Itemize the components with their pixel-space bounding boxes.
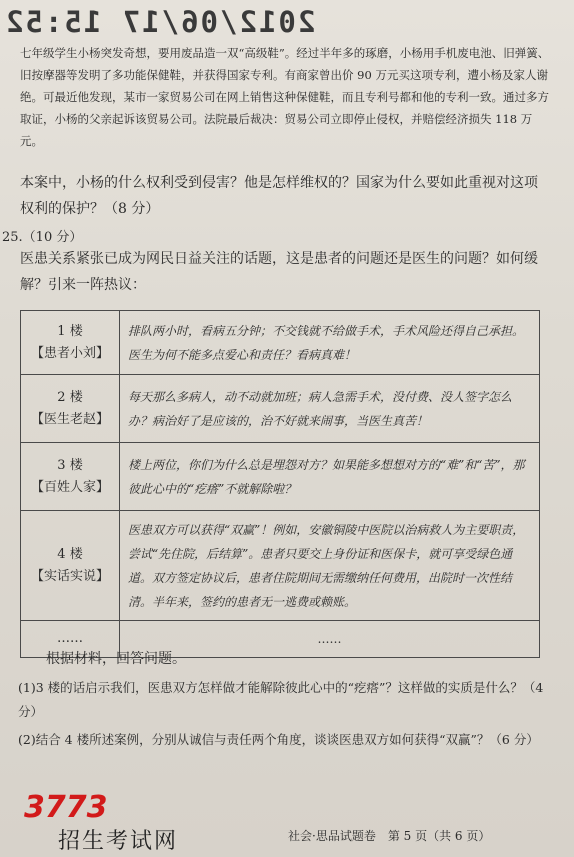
forum-table	[20, 310, 540, 658]
intro-question: 本案中，小杨的什么权利受到侵害？他是怎样维权的？国家为什么要如此重视对这项权利的保护？（8 分）	[20, 175, 538, 217]
forum-message: 排队两小时，看病五分钟；不交钱就不给做手术，手术风险还得自己承担。医生为何不能多点爱心和责任？看病真难！	[120, 311, 540, 375]
forum-row	[21, 443, 540, 511]
forum-more-left: ……	[21, 621, 120, 658]
page-footer: 社会·思品试题卷 第 5 页（共 6 页）	[288, 829, 491, 843]
floor-label: 4 楼	[57, 546, 83, 562]
forum-message: 每天那么多病人，动不动就加班；病人急需手术，没付费、没人签字怎么办？病治好了是应该的，治不好就来闹事，当医生真苦！	[120, 375, 540, 443]
forum-row	[21, 311, 540, 375]
poster-name: 【医生老赵】	[30, 411, 109, 427]
forum-row	[21, 511, 540, 621]
question-25-number: 25.（10 分）	[2, 230, 83, 245]
forum-poster	[21, 511, 120, 621]
logo-text: 招生考试网	[58, 829, 179, 854]
poster-name: 【实话实说】	[30, 568, 109, 584]
instruction-text: 根据材料，回答问题。	[46, 651, 186, 667]
logo-number: 3773	[24, 790, 108, 825]
floor-label: 1 楼	[57, 323, 83, 339]
question-25-intro: 医患关系紧张已成为网民日益关注的话题，这是患者的问题还是医生的问题？如何缓解？引来一阵热议：	[20, 251, 538, 293]
poster-name: 【百姓人家】	[30, 479, 109, 495]
sub-question-1: (1)3 楼的话启示我们，医患双方怎样做才能解除彼此心中的“疙瘩”？这样做的实质是什么？（4 分）	[18, 680, 544, 719]
site-watermark-logo	[18, 790, 218, 854]
forum-row	[21, 375, 540, 443]
sub-question-2: (2)结合 4 楼所述案例，分别从诚信与责任两个角度，谈谈医患双方如何获得“双赢”？（6 分）	[18, 732, 539, 747]
forum-message: 医患双方可以获得“双赢”！例如，安徽铜陵中医院以治病救人为主要职责，尝试“先住院，后结算”。患者只要交上身份证和医保卡，就可享受绿色通道。双方签定协议后，患者住院期间无需缴纳任何费用，出院时一次性结清。半年来，签约的患者无一逃费或赖账。	[120, 511, 540, 621]
timestamp-stamp: 2012/06/17 15:52	[4, 5, 316, 39]
floor-label: 2 楼	[57, 389, 83, 405]
forum-message: 楼上两位，你们为什么总是埋怨对方？如果能多想想对方的“难”和“苦”，那彼此心中的“疙瘩”不就解除啦？	[120, 443, 540, 511]
forum-more-right: ……	[120, 621, 540, 658]
intro-paragraph: 七年级学生小杨突发奇想，要用废品造一双“高级鞋”。经过半年多的琢磨，小杨用手机废电池、旧弹簧、旧按摩器等发明了多功能保健鞋，并获得国家专利。有商家曾出价 90 万元买这项专利，遭小杨及家人谢绝。可最近他发现，某市一家贸易公司在网上销售这种保健鞋，而且专利号都和他的专利一致。通过多方取证，小杨的父亲起诉该贸易公司。法院最后裁决：贸易公司立即停止侵权，并赔偿经济损失 118 万元。	[20, 46, 550, 148]
forum-poster	[21, 375, 120, 443]
poster-name: 【患者小刘】	[30, 345, 109, 361]
forum-poster	[21, 311, 120, 375]
floor-label: 3 楼	[57, 457, 83, 473]
forum-poster	[21, 443, 120, 511]
